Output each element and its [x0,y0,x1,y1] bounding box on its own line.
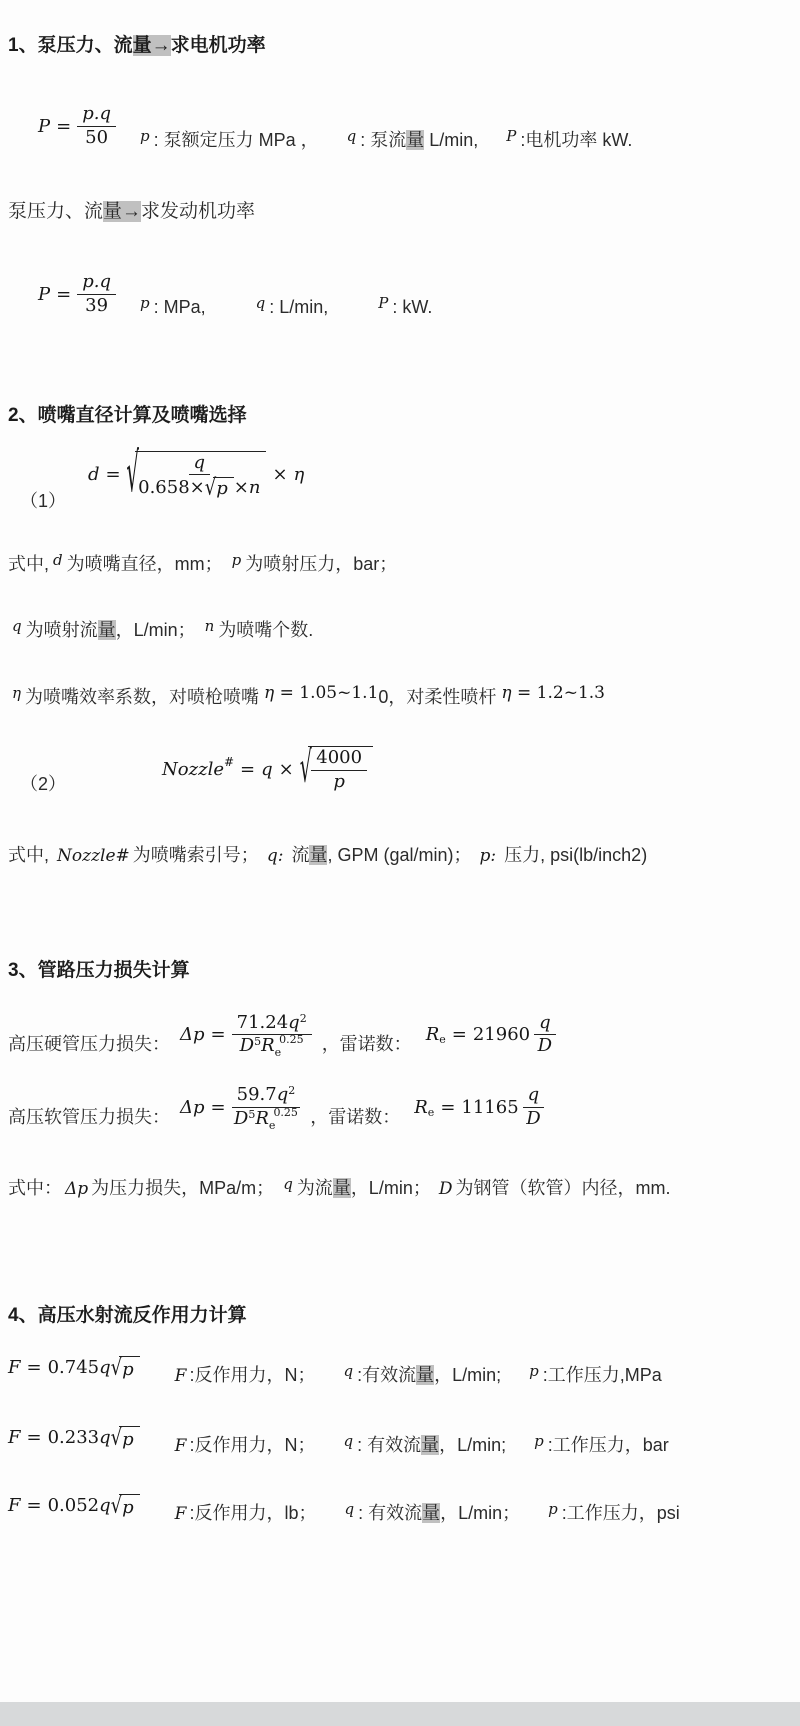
variable-d: d [53,551,63,570]
pipe-variables-note [8,1175,792,1202]
legend-text: :工作压力,MPa [542,1364,662,1385]
hard-pipe-row [8,1011,792,1060]
variable-P: P [506,127,517,146]
radicand [135,451,266,500]
coefficient: 0.052 [47,1495,100,1517]
formula-lhs: F [8,1427,21,1449]
variable-eta: η [12,683,21,702]
formula-legend [136,293,478,318]
note-text: 为喷嘴索引号； [132,844,259,865]
equals-sign: = [105,464,121,486]
radical [111,1426,140,1450]
bottom-strip [0,1702,800,1726]
variable-n: n [248,477,261,499]
note-text: 为钢管（软管）内径，mm. [455,1178,671,1199]
note-text: 为喷射流量，L/min； [25,620,196,641]
fraction [311,749,367,792]
coefficient: 11165 [461,1097,519,1119]
fraction [232,1011,312,1060]
range-value: = 1.05~1.1 [274,682,379,703]
subscript-e: e [427,1106,435,1120]
equals-sign: = [240,758,256,780]
reaction-force-formula-n-mpa [8,1356,140,1380]
numerator [232,1011,312,1036]
range-value: = 1.2~1.3 [511,682,605,703]
legend-item [136,293,206,318]
legend-item [544,1499,680,1525]
numerator: q [523,1086,545,1108]
engine-power-subtitle: 泵压力、流量→求发动机功率 [8,200,256,222]
soft-pipe-pressure-loss-formula [180,1084,300,1133]
nozzle-diameter-formula-row [8,443,792,512]
formula-legend [172,1499,680,1525]
radicand: p [119,1356,140,1380]
legend-item [374,293,433,318]
radical-sign-icon: √ [299,743,312,794]
radical-sign-icon: √ [110,1354,123,1381]
radical [299,743,373,794]
nozzle-index-variables-note [8,842,792,869]
subscript-e: e [268,1119,276,1133]
equals-sign: = [26,1495,42,1517]
reaction-force-row-n-bar [8,1424,792,1456]
legend-text: : kW. [392,296,433,317]
radical-sign-icon: √ [126,443,139,507]
coefficient: 59.7 [236,1084,277,1106]
exponent: 5 [248,1108,256,1122]
legend-text: :工作压力，bar [547,1434,669,1455]
soft-pipe-reynolds-formula [414,1086,544,1129]
note-prefix: 式中, [8,554,50,575]
formula-lhs: d [88,464,100,486]
reynolds-label: ，雷诺数： [321,1034,412,1055]
variable-p: p [231,551,242,570]
denominator: 39 [85,294,109,316]
variable-q: q [99,1357,111,1379]
note-text: 0，对柔性喷杆 [378,686,497,707]
note-text: 为喷嘴直径，mm； [66,554,223,575]
variable-P: P [378,293,389,312]
variable-p: p [548,1499,558,1518]
times-sign: × [233,477,249,499]
note-text: 为喷嘴效率系数，对喷枪喷嘴 [25,686,259,707]
fraction [523,1086,545,1129]
formula-lhs: F [8,1357,21,1379]
equals-sign: = [451,1024,467,1046]
times-sign: × [272,464,288,486]
engine-power-formula [38,270,116,316]
hard-pipe-label: 高压硬管压力损失： [8,1034,170,1055]
eta-range-1 [264,683,378,703]
formula-lhs: P [38,115,51,137]
variable-D: D [239,1035,255,1057]
variable-p: p [529,1361,539,1380]
variable-q: q [99,1427,111,1449]
formula-legend [172,1361,662,1387]
variable-R: R [414,1097,428,1119]
legend-item [172,1499,317,1525]
legend-text: :有效流量，L/min; [357,1364,502,1385]
variable-R: R [425,1024,440,1046]
note-text: 流量, GPM (gal/min)； [291,844,472,865]
legend-item [340,1499,520,1525]
legend-item [502,126,632,152]
variable-p: p [140,293,150,312]
formula-legend [136,126,632,152]
variable-q: q [261,758,273,780]
fraction [534,1011,556,1057]
times-sign: × [278,758,294,780]
coefficient: 0.658× [138,477,205,499]
reaction-force-formula-n-bar [8,1426,140,1450]
section-4-title: 4、高压水射流反作用力计算 [8,1304,247,1326]
variable-eta: η [264,682,275,703]
diameter-variables-note [8,551,792,577]
variable-q: q [343,1361,354,1380]
section-3-title: 3、管路压力损失计算 [8,959,190,981]
note-text: 为流量，L/min； [296,1178,431,1199]
legend-item [136,126,319,152]
radical-sign-icon: √ [110,1492,123,1519]
equals-sign: = [440,1097,456,1119]
variable-n: n [204,617,215,636]
coefficient: 0.233 [47,1427,100,1449]
variable-p: p [534,1431,544,1450]
legend-text: :反作用力，N； [189,1434,316,1455]
note-text: 压力, psi(lb/inch2) [504,844,648,865]
numerator: p.q [77,105,116,127]
equals-sign: = [210,1097,226,1119]
legend-item [339,1361,501,1387]
nozzle-number-formula-row [8,743,792,794]
numerator: p.q [77,273,116,295]
variable-q: q [346,127,357,146]
variable-q: q [255,293,266,312]
variable-q: q [344,1499,355,1518]
denominator [239,1033,304,1060]
subscript-e: e [274,1046,282,1060]
legend-item [339,1431,506,1457]
formula-lhs: P [38,283,51,305]
legend-text: :反作用力，lb； [189,1502,317,1523]
legend-text: : 泵额定压力 MPa ， [153,130,319,151]
legend-text: :反作用力，N； [189,1364,316,1385]
note-text: 为压力损失，MPa/m； [91,1178,275,1199]
legend-text: : 有效流量，L/min； [358,1502,521,1523]
legend-item [530,1431,669,1457]
formula-lhs: Δp [180,1024,205,1046]
exponent: 5 [254,1035,262,1049]
radicand [308,746,373,792]
hard-pipe-pressure-loss-formula [180,1011,312,1060]
denominator: D [526,1108,541,1130]
variable-q: q [276,1084,289,1106]
variable-dp: Δp [65,1179,89,1200]
radical [111,1494,140,1518]
subscript-e: e [439,1033,446,1047]
legend-text: : L/min, [269,296,329,317]
radical-sign-icon: √ [110,1424,123,1451]
denominator: 50 [85,126,109,148]
variable-R: R [255,1108,269,1130]
formula-lhs: F [8,1495,21,1517]
exponent: 2 [288,1084,296,1098]
radical [111,1356,140,1380]
legend-text: : 有效流量，L/min; [357,1434,507,1455]
formula-lhs: Nozzle [162,758,224,780]
numerator [232,1086,301,1108]
pump-engine-power-row [8,270,792,317]
equals-sign: = [56,115,72,137]
hash-superscript: # [223,755,235,770]
variable-F: F [174,1503,187,1524]
legend-item [343,126,479,152]
pump-motor-power-formula [38,105,116,148]
flow-count-variables-note [8,617,792,643]
radical-sign-icon: √ [204,474,217,501]
nozzle-diameter-formula [88,443,305,507]
exponent: 2 [299,1011,307,1025]
radicand: p [119,1426,140,1450]
variable-q: q [12,617,22,636]
numerator: q [189,454,211,476]
radicand: p [213,477,234,499]
variable-q: q [99,1495,111,1517]
reaction-force-formula-lb-psi [8,1494,140,1518]
radical [126,443,267,507]
equals-sign: = [56,283,72,305]
soft-pipe-row [8,1084,792,1133]
pump-motor-power-row [8,103,792,151]
coefficient: 71.24 [236,1011,289,1033]
variable-eta: η [501,682,512,703]
eta-range-2 [501,683,605,703]
equation-label-2: （2） [20,773,67,794]
fraction [77,105,116,148]
variable-q: q [283,1175,293,1194]
legend-item [172,1361,316,1387]
variable-eta: η [293,464,305,486]
formula-legend [172,1431,669,1457]
nozzle-number-formula [162,743,373,794]
soft-pipe-label: 高压软管压力损失： [8,1107,170,1128]
variable-D: D [233,1108,249,1130]
numerator: 4000 [311,749,367,771]
denominator: D [537,1035,553,1057]
inner-radical [204,474,234,501]
reaction-force-row-lb-psi [8,1492,792,1524]
exponent: 0.25 [273,1106,298,1120]
legend-text: :工作压力，psi [561,1502,680,1523]
note-prefix: 式中, [8,844,50,865]
coefficient: 21960 [472,1024,531,1046]
denominator [233,1106,298,1133]
variable-D: D [438,1179,453,1200]
denominator [138,475,260,499]
section-1-title: 1、泵压力、流量→求电机功率 [8,35,266,56]
legend-item [525,1361,662,1387]
variable-F: F [174,1365,187,1386]
section-2-title: 2、喷嘴直径计算及喷嘴选择 [8,404,247,426]
variable-p: p [140,127,150,146]
variable-F: F [174,1435,187,1456]
legend-text: :电机功率 kW. [520,130,633,151]
legend-item [172,1431,316,1457]
legend-text: : MPa, [153,296,206,317]
hard-pipe-reynolds-formula [425,1011,556,1057]
equation-label-1: （1） [20,491,67,512]
note-prefix: 式中： [8,1178,62,1199]
legend-text: : 泵流量 L/min, [360,130,479,151]
denominator: p [333,771,345,793]
eta-coefficient-note [8,684,792,711]
equals-sign: = [26,1357,42,1379]
note-text: 为喷射压力，bar； [245,554,398,575]
reaction-force-row-n-mpa [8,1354,792,1386]
legend-item [252,293,329,318]
variable-R: R [261,1035,275,1057]
variable-q: q [288,1011,300,1033]
variable-q: q: [266,845,284,866]
fraction [138,451,261,501]
reynolds-label: ，雷诺数： [310,1107,401,1128]
fraction [77,270,116,316]
note-text: 为喷嘴个数. [218,620,314,641]
variable-p: p: [479,845,497,866]
radicand: p [119,1494,140,1518]
numerator: q [534,1014,556,1036]
variable-nozzle: Nozzle# [57,845,130,866]
equals-sign: = [26,1427,42,1449]
fraction [232,1084,301,1133]
variable-q: q [343,1431,354,1450]
exponent: 0.25 [279,1033,304,1047]
coefficient: 0.745 [47,1357,100,1379]
equals-sign: = [210,1024,226,1046]
formula-lhs: Δp [180,1097,205,1119]
